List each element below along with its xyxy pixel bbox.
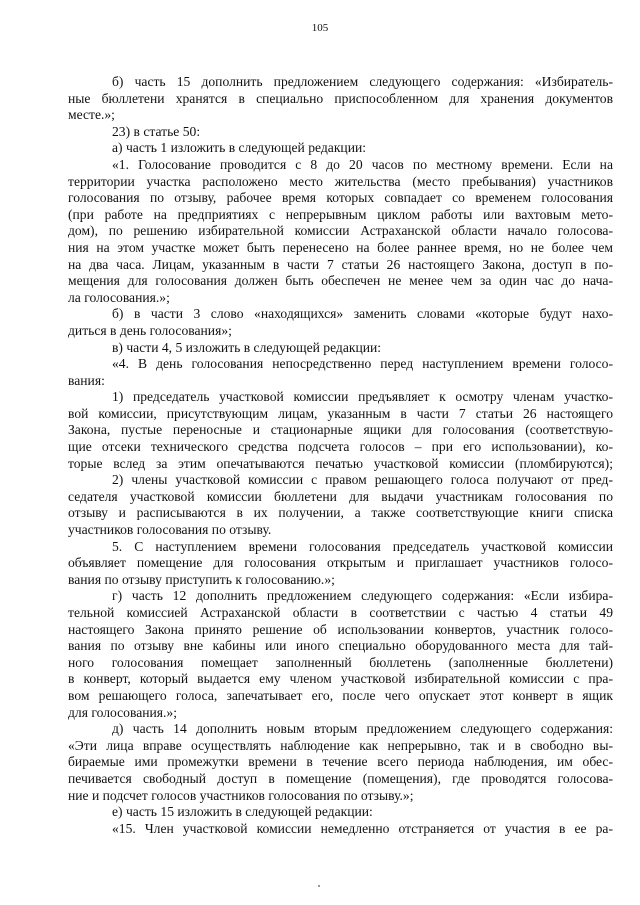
text-line: ного голосования помещает заполненный бюллетень (заполненные бюллетени) — [68, 654, 613, 670]
text-line: дом), по решению избирательной комиссии Астраханской области начало голосова- — [68, 223, 613, 239]
text-line: печивается свободный доступ в помещение (помещения), где проводятся голосова- — [68, 770, 613, 786]
text-line: объявляет помещение для голосования открытым и приглашает участников голосо- — [68, 555, 613, 571]
text-line: вания: — [68, 372, 105, 388]
text-line: б) часть 15 дополнить предложением следующего содержания: «Избиратель- — [112, 74, 613, 89]
text-line: ла голосования.»; — [68, 289, 170, 305]
text-line: «1. Голосование проводится с 8 до 20 часов по местному времени. Если на — [112, 156, 613, 172]
text-line: ния на этом участке может быть перенесено на более раннее время, но не более чем — [68, 239, 613, 255]
text-line: 1) председатель участковой комиссии предъявляет к осмотру членам участко- — [112, 389, 613, 405]
text-line: 2) члены участковой комиссии с правом решающего голоса получают от пред- — [112, 472, 613, 488]
text-line: седателя участковой комиссии бюллетени для выдачи участникам голосования по — [68, 488, 613, 504]
text-line: отзыву и расписываются в их получении, а также соответствующие книги списка — [68, 505, 613, 521]
text-line: голосования по отзыву, рабочее время которых совпадает со временем голосования — [68, 190, 613, 206]
text-line: ные бюллетени хранятся в специально приспособленном для хранения документов — [68, 90, 613, 106]
text-line: «4. В день голосования непосредственно перед наступлением времени голосо- — [112, 356, 613, 372]
text-line: настоящего Закона принято решение об использовании конвертов, участник голосо- — [68, 621, 613, 637]
scan-speck — [318, 885, 320, 887]
text-line: «Эти лица вправе осуществлять наблюдение как непрерывно, так и в свободно вы- — [68, 737, 613, 753]
text-line: вой комиссии, присутствующим лицам, указанным в части 7 статьи 26 настоящего — [68, 405, 613, 421]
text-line: «15. Член участковой комиссии немедленно отстраняется от участия в ее ра- — [112, 820, 613, 836]
text-line: для голосования.»; — [68, 704, 178, 720]
text-line: 5. С наступлением времени голосования председатель участковой комиссии — [112, 538, 613, 554]
text-line: мещения для голосования должен быть обеспечен не менее чем за один час до нача- — [68, 273, 613, 289]
text-line: ние и подсчет голосов участников голосования по отзыву.»; — [68, 787, 414, 803]
page-number: 105 — [311, 22, 329, 34]
text-line: диться в день голосования»; — [68, 322, 232, 338]
text-line: месте.»; — [68, 107, 115, 123]
text-line: щие отсеки технического средства подсчета голосов – при его использовании), ко- — [68, 439, 613, 455]
text-line: территории участка расположено место жительства (место пребывания) участников — [68, 173, 613, 189]
text-line: е) часть 15 изложить в следующей редакции: — [112, 804, 373, 820]
text-line: на два часа. Лицам, указанным в части 7 статьи 26 настоящего Закона, доступ в по- — [68, 256, 613, 272]
text-line: бираемые ими промежутки времени в течение всего периода наблюдения, им обес- — [68, 754, 613, 770]
text-line: д) часть 14 дополнить новым вторым предложением следующего содержания: — [112, 721, 613, 737]
text-line: тельной комиссией Астраханской области в соответствии с частью 4 статьи 49 — [68, 605, 613, 620]
text-line: Закона, пустые переносные и стационарные ящики для голосования (соответствую- — [68, 422, 613, 438]
text-line: в конверт, который выдается ему членом участковой избирательной комиссии с пра- — [68, 671, 613, 687]
text-line: вом решающего голоса, запечатывает его, после чего опускает этот конверт в ящик — [68, 687, 613, 703]
text-line: (при работе на предприятиях с непрерывным циклом работы или вахтовым мето- — [68, 206, 613, 222]
text-line: б) в части 3 слово «находящихся» заменить словами «которые будут нахо- — [112, 306, 613, 322]
text-line: вания по отзыву приступить к голосованию.»; — [68, 571, 335, 587]
text-line: торые вслед за этим опечатываются печатью участковой комиссии (пломбируются); — [68, 455, 613, 471]
text-line: г) часть 12 дополнить предложением следующего содержания: «Если избира- — [112, 588, 613, 604]
text-line: а) часть 1 изложить в следующей редакции: — [112, 140, 367, 156]
text-line: 23) в статье 50: — [112, 123, 201, 139]
text-line: в) части 4, 5 изложить в следующей редакции: — [112, 339, 382, 355]
text-line: вания по отзыву вне кабины или иного специально оборудованного места для тай- — [68, 638, 613, 654]
text-line: участников голосования по отзыву. — [68, 522, 272, 538]
body-text — [68, 74, 613, 837]
